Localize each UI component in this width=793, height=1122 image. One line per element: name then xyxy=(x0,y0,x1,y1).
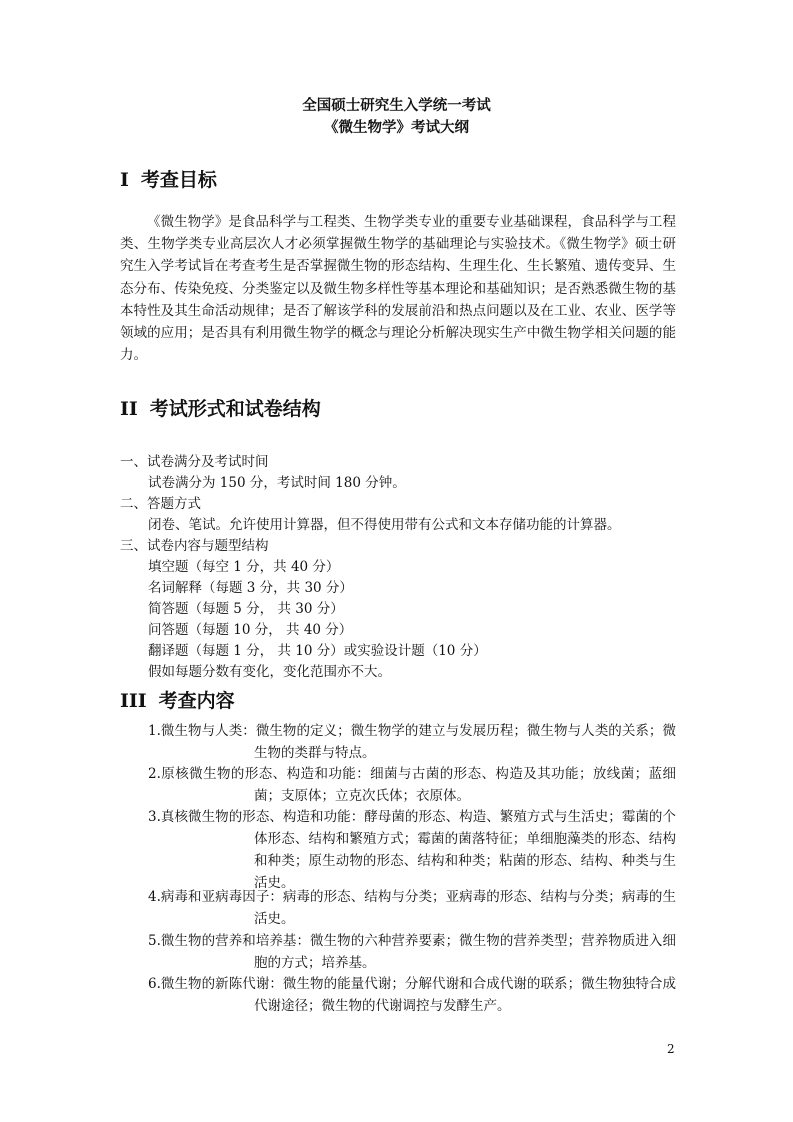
section1-title: 考查目标 xyxy=(140,169,217,191)
section2-number: II xyxy=(120,398,138,420)
exam-format-item: 假如每题分数有变化，变化范围亦不大。 xyxy=(148,664,391,680)
page-number: 2 xyxy=(667,1042,675,1056)
content-item: 1.微生物与人类：微生物的定义；微生物学的建立与发展历程；微生物与人类的关系；微生物的类群与特点。 xyxy=(148,723,676,761)
exam-format-item: 二、答题方式 xyxy=(120,496,201,512)
content-item: 2.原核微生物的形态、构造和功能：细菌与古菌的形态、构造及其功能；放线菌；蓝细菌；支原体；立克次氏体；衣原体。 xyxy=(148,766,676,804)
exam-format-item: 问答题（每题 10 分， 共 40 分） xyxy=(148,622,353,638)
section1-body: 《微生物学》是食品科学与工程类、生物学类专业的重要专业基础课程，食品科学与工程类、生物学类专业高层次人才必须掌握微生物学的基础理论与实验技术。《微生物学》硕士研究生入学考试旨在考查考生是否掌握微生物的形态结构、生理生化、生长繁殖、遗传变异、生态分布、传染免疫、分类鉴定以及微生物多样性等基本理论和基础知识；是否熟悉微生物的基本特性及其生命活动规律；是否了解该学科的发展前沿和热点问题以及在工业、农业、医学等领域的应用；是否具有利用微生物学的概念与理论分析解决现实生产中微生物学相关问题的能力。 xyxy=(120,214,676,364)
document-title-line2: 《微生物学》考试大纲 xyxy=(324,119,469,136)
content-item: 4.病毒和亚病毒因子：病毒的形态、结构与分类；亚病毒的形态、结构与分类；病毒的生活史。 xyxy=(148,889,676,927)
section3-number: III xyxy=(120,690,147,712)
content-item: 5.微生物的营养和培养基：微生物的六种营养要素；微生物的营养类型；营养物质进入细胞的方式；培养基。 xyxy=(148,933,676,971)
exam-format-item: 一、试卷满分及考试时间 xyxy=(120,454,269,470)
section2-heading xyxy=(120,397,321,421)
section3-title: 考查内容 xyxy=(158,690,235,712)
exam-format-item: 简答题（每题 5 分， 共 30 分） xyxy=(148,601,344,617)
section1-number: I xyxy=(120,169,129,191)
section1-heading xyxy=(120,168,217,192)
exam-format-item: 闭卷、笔试。允许使用计算器，但不得使用带有公式和文本存储功能的计算器。 xyxy=(148,517,621,533)
exam-format-item: 名词解释（每题 3 分，共 30 分） xyxy=(148,580,353,596)
exam-format-item: 三、试卷内容与题型结构 xyxy=(120,538,269,554)
document-title-line1: 全国硕士研究生入学统一考试 xyxy=(302,97,491,114)
content-item: 6.微生物的新陈代谢：微生物的能量代谢；分解代谢和合成代谢的联系；微生物独特合成代谢途径；微生物的代谢调控与发酵生产。 xyxy=(148,976,676,1014)
content-item: 3.真核微生物的形态、构造和功能：酵母菌的形态、构造、繁殖方式与生活史；霉菌的个体形态、结构和繁殖方式；霉菌的菌落特征；单细胞藻类的形态、结构和种类；原生动物的形态、结构和种类；粘菌的形态、结构、种类与生活史。 xyxy=(148,809,676,891)
section2-title: 考试形式和试卷结构 xyxy=(149,398,321,420)
section3-heading xyxy=(120,689,235,713)
exam-format-item: 填空题（每空 1 分，共 40 分） xyxy=(148,559,340,575)
exam-format-item: 试卷满分为 150 分，考试时间 180 分钟。 xyxy=(148,475,406,491)
exam-format-item: 翻译题（每题 1 分， 共 10 分）或实验设计题（10 分） xyxy=(148,643,487,659)
